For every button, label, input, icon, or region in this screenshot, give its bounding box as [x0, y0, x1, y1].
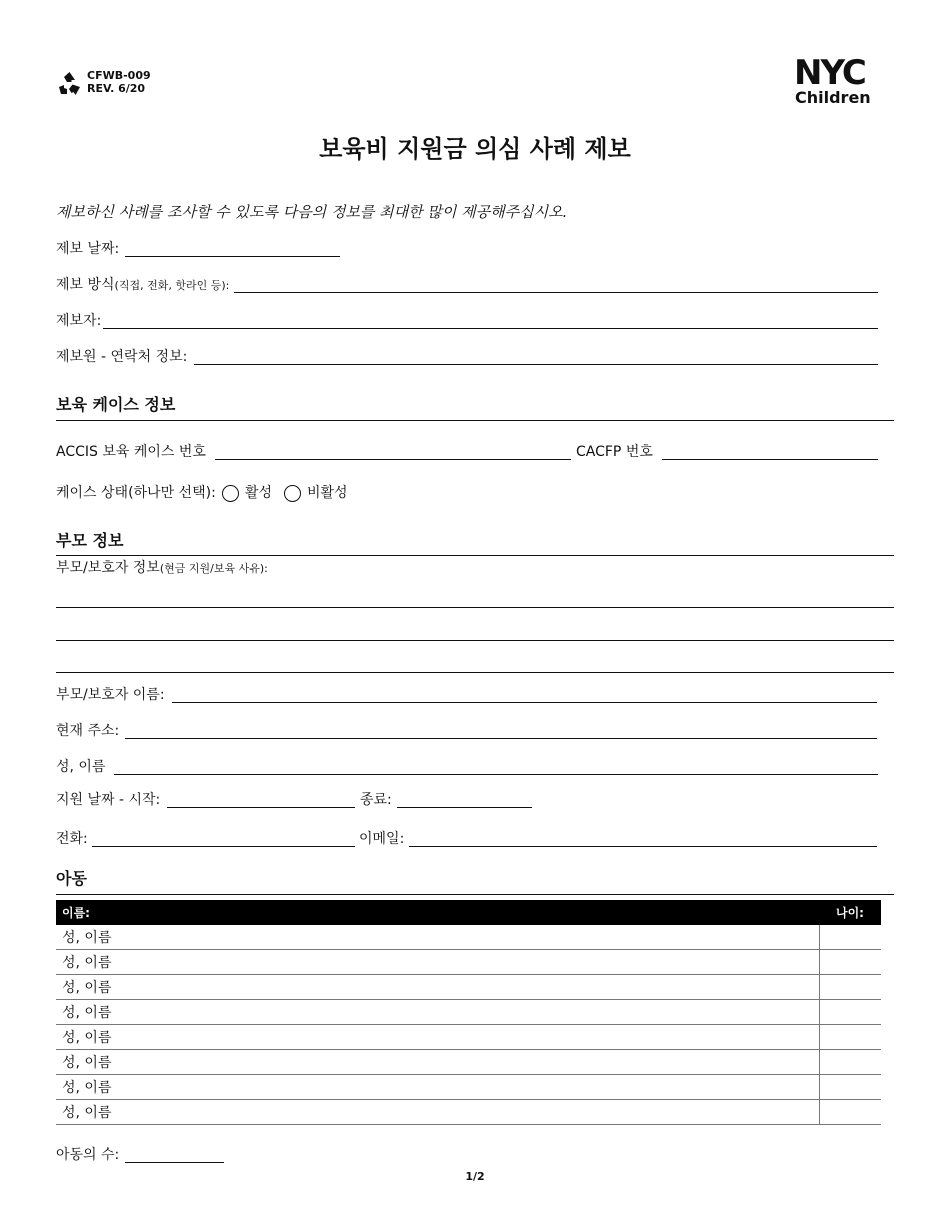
support-start-label: 지원 날짜 - 시작:	[56, 792, 161, 808]
children-table-header	[56, 900, 881, 925]
parent-info-hint: (현금 지원/보육 사유):	[159, 562, 268, 575]
table-row	[56, 950, 881, 975]
status-active-label: 활성	[245, 485, 273, 501]
case-status-label: 케이스 상태(하나만 선택):	[56, 485, 216, 501]
form-code: CFWB-009	[87, 69, 151, 82]
parent-info-label	[56, 559, 268, 578]
source-contact-label: 제보원 - 연락처 정보:	[56, 349, 188, 365]
child-age-cell[interactable]	[819, 975, 881, 1000]
page-title: 보육비 지원금 의심 사례 제보	[319, 135, 631, 163]
report-method-text: 제보 방식	[56, 277, 115, 293]
nyc-logo: NYC	[794, 53, 865, 93]
table-row	[56, 925, 881, 950]
table-row	[56, 1025, 881, 1050]
report-method-hint: (직접, 전화, 핫라인 등):	[114, 279, 230, 292]
parent-info-line-2[interactable]	[56, 640, 894, 641]
table-row	[56, 1000, 881, 1025]
parent-info-line-1[interactable]	[56, 607, 894, 608]
parent-name-label: 부모/보호자 이름:	[56, 687, 165, 703]
children-count-label: 아동의 수:	[56, 1147, 120, 1163]
parent-info-line-3[interactable]	[56, 672, 894, 673]
child-name-cell[interactable]: 성, 이름	[56, 975, 819, 1000]
table-row	[56, 1050, 881, 1075]
email-field[interactable]	[409, 846, 877, 847]
report-method-field[interactable]	[234, 292, 878, 293]
child-name-cell[interactable]: 성, 이름	[56, 925, 819, 950]
report-date-field[interactable]	[125, 256, 340, 257]
children-count-field[interactable]	[125, 1162, 224, 1163]
child-name-cell[interactable]: 성, 이름	[56, 1050, 819, 1075]
name-column-header: 이름:	[56, 900, 819, 925]
status-inactive-radio[interactable]	[284, 485, 301, 502]
child-age-cell[interactable]	[819, 925, 881, 950]
parent-section-divider	[56, 555, 894, 556]
address-label: 현재 주소:	[56, 723, 120, 739]
status-inactive-label: 비활성	[307, 485, 348, 501]
form-revision: REV. 6/20	[87, 82, 146, 95]
table-row	[56, 1100, 881, 1125]
support-end-label: 종료:	[360, 792, 392, 808]
phone-field[interactable]	[92, 846, 355, 847]
child-name-cell[interactable]: 성, 이름	[56, 1000, 819, 1025]
reporter-field[interactable]	[103, 328, 878, 329]
parent-section-heading: 부모 정보	[56, 531, 124, 550]
last-first-label: 성, 이름	[56, 759, 106, 775]
child-age-cell[interactable]	[819, 950, 881, 975]
child-age-cell[interactable]	[819, 1050, 881, 1075]
source-contact-field[interactable]	[194, 364, 878, 365]
status-active-radio[interactable]	[222, 485, 239, 502]
case-section-divider	[56, 420, 894, 421]
cacfp-field[interactable]	[662, 459, 878, 460]
children-section-divider	[56, 894, 894, 895]
support-start-field[interactable]	[167, 807, 355, 808]
child-age-cell[interactable]	[819, 1100, 881, 1125]
children-section-heading: 아동	[56, 869, 87, 888]
child-name-cell[interactable]: 성, 이름	[56, 1075, 819, 1100]
cacfp-label: CACFP 번호	[576, 444, 653, 460]
page-number: 1/2	[465, 1170, 485, 1183]
parent-name-field[interactable]	[172, 702, 877, 703]
child-name-cell[interactable]: 성, 이름	[56, 1025, 819, 1050]
address-field[interactable]	[125, 738, 877, 739]
child-age-cell[interactable]	[819, 1025, 881, 1050]
recycle-icon	[56, 70, 83, 101]
age-column-header: 나이:	[819, 900, 881, 925]
nyc-logo-subtitle: Children	[795, 88, 871, 107]
child-name-cell[interactable]: 성, 이름	[56, 950, 819, 975]
report-method-label	[56, 276, 229, 295]
child-age-cell[interactable]	[819, 1075, 881, 1100]
reporter-label: 제보자:	[56, 313, 102, 329]
support-end-field[interactable]	[397, 807, 532, 808]
child-name-cell[interactable]: 성, 이름	[56, 1100, 819, 1125]
case-section-heading: 보육 케이스 정보	[56, 395, 176, 414]
accis-field[interactable]	[215, 459, 571, 460]
table-row	[56, 1075, 881, 1100]
parent-info-text: 부모/보호자 정보	[56, 560, 160, 576]
children-table	[56, 900, 881, 1125]
accis-label: ACCIS 보육 케이스 번호	[56, 444, 206, 460]
instructions: 제보하신 사례를 조사할 수 있도록 다음의 정보를 최대한 많이 제공해주십시오.	[56, 203, 568, 221]
child-age-cell[interactable]	[819, 1000, 881, 1025]
report-date-label: 제보 날짜:	[56, 241, 120, 257]
last-first-field[interactable]	[114, 774, 878, 775]
email-label: 이메일:	[359, 831, 405, 847]
phone-label: 전화:	[56, 831, 88, 847]
table-row	[56, 975, 881, 1000]
